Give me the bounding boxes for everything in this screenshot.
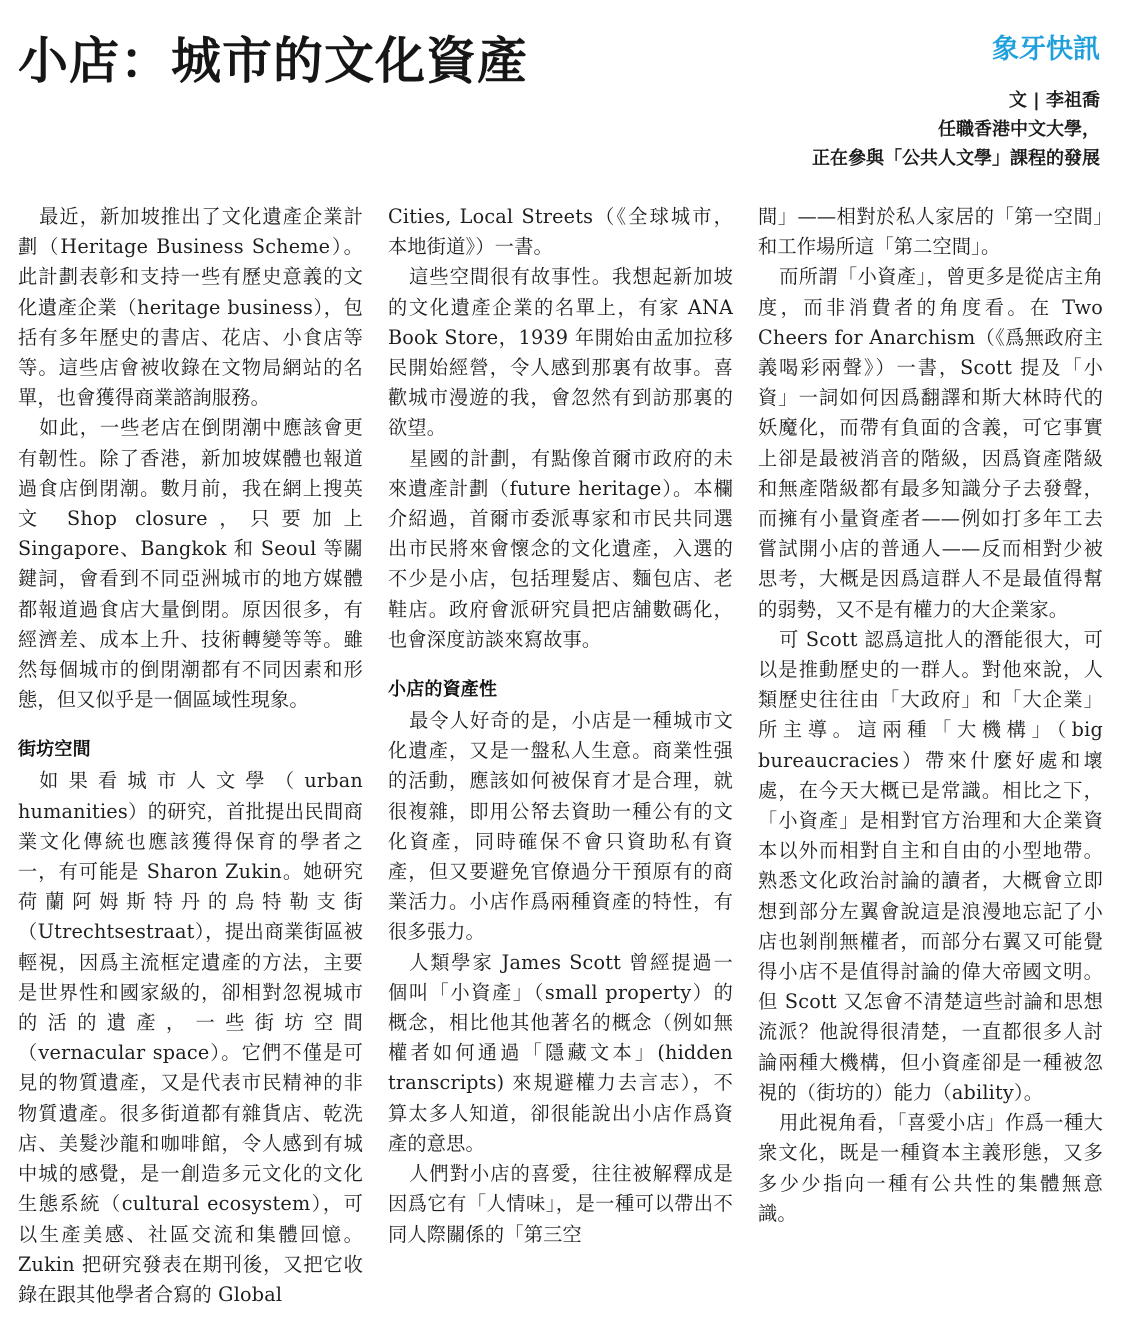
paragraph: 最近，新加坡推出了文化遺產企業計劃（Heritage Business Scheme）。此計劃表彰和支持一些有歷史意義的文化遺產企業（heritage business），包括有多年歷史的書店、花店、小食店等等。這些店會被收錄在文物局網站的名單，也會獲得商業諮詢服務。 <box>18 205 363 410</box>
paragraph: 如果看城市人文學（urban humanities）的研究，首批提出民間商業文化傳統也應該獲得保育的學者之一，有可能是 Sharon Zukin。她研究荷蘭阿姆斯特丹的烏特勒支街（Utrechtsestraat），提出商業街區被輕視，因爲主流框定遺產的方法，主要是世界性和國家級的，卻相對忽視城市的活的遺產，一些街坊空間（vernacular space）。它們不僅是可見的物質遺產，又是代表市民精神的非物質遺產。很多街道都有雜貨店、乾洗店、美髮沙龍和咖啡館，令人感到有城中城的感覺，是一創造多元文化的文化生態系統（cultural ecosystem），可以生產美感、社區交流和集體回憶。Zukin 把研究發表在期刊後，又把它收錄在跟其他學者合寫的 Global <box>18 769 363 1306</box>
paragraph: Cities, Local Streets（《全球城市，本地街道》）一書。 <box>388 205 733 259</box>
article-column-2 <box>388 202 733 1250</box>
article-title: 小店：城市的文化資產 <box>18 32 528 90</box>
paragraph: 如此，一些老店在倒閉潮中應該會更有韌性。除了香港，新加坡媒體也報道過食店倒閉潮。數月前，我在網上搜英文 Shop closure，只要加上 Singapore、Bangkok 和 Seoul 等關鍵詞，會看到不同亞洲城市的地方媒體都報道過食店大量倒閉。原因很多，有經濟差、成本上升、技術轉變等等。雖然每個城市的倒閉潮都有不同因素和形態，但又似乎是一個區域性現象。 <box>18 416 363 712</box>
byline-author: 文 | 李祖喬 <box>1008 90 1100 111</box>
paragraph: 用此視角看，「喜愛小店」作爲一種大衆文化，既是一種資本主義形態，又多多少少指向一種有公共性的集體無意識。 <box>758 1111 1103 1225</box>
column-tag: 象牙快訊 <box>992 34 1100 65</box>
byline-affiliation: 任職香港中文大學， <box>938 119 1100 140</box>
paragraph: 而所謂「小資產」，曾更多是從店主角度，而非消費者的角度看。在 Two Cheers for Anarchism（《爲無政府主義喝彩兩聲》）一書，Scott 提及「小資」一詞如何因爲翻譯和斯大林時代的妖魔化，而帶有負面的含義，可它事實上卻是最被消音的階級，因爲資產階級和無產階級都有最多知識分子去發聲，而擁有小量資產者——例如打多年工去嘗試開小店的普通人——反而相對少被思考，大概是因爲這群人不是最值得幫的弱勢，又不是有權力的大企業家。 <box>758 265 1103 621</box>
paragraph: 最令人好奇的是，小店是一種城市文化遺產，又是一盤私人生意。商業性强的活動，應該如何被保育才是合理，就很複雜，即用公帑去資助一種公有的文化資產，同時確保不會只資助私有資產，但又要避免官僚過分干預原有的商業活力。小店作爲兩種資產的特性，有很多張力。 <box>388 709 733 944</box>
section-heading: 小店的資產性 <box>388 679 498 701</box>
paragraph: 可 Scott 認爲這批人的潛能很大，可以是推動歷史的一群人。對他來說，人類歷史往往由「大政府」和「大企業」所主導。這兩種「大機構」（big bureaucracies）帶來什麼好處和壞處，在今天大概已是常識。相比之下，「小資產」是相對官方治理和大企業資本以外而相對自主和自由的小型地帶。熟悉文化政治討論的讀者，大概會立即想到部分左翼會說這是浪漫地忘記了小店也剝削無權者，而部分右翼又可能覺得小店不是值得討論的偉大帝國文明。但 Scott 又怎會不清楚這些討論和思想流派？他說得很清楚，一直都很多人討論兩種大機構，但小資產卻是一種被忽視的（街坊的）能力（ability）。 <box>758 627 1103 1104</box>
byline <box>812 86 1100 173</box>
paragraph: 人們對小店的喜愛，往往被解釋成是因爲它有「人情味」，是一種可以帶出不同人際關係的「第三空 <box>388 1162 733 1246</box>
paragraph: 星國的計劃，有點像首爾市政府的未來遺產計劃（future heritage）。本欄介紹過，首爾市委派專家和市民共同選出市民將來會懷念的文化遺產，入選的不少是小店，包括理髮店、麵包店、老鞋店。政府會派研究員把店舖數碼化，也會深度訪談來寫故事。 <box>388 446 733 651</box>
article-column-1 <box>18 202 363 1310</box>
paragraph: 人類學家 James Scott 曾經提過一個叫「小資產」（small property）的概念，相比他其他著名的概念（例如無權者如何通過「隱藏文本」(hidden transcripts) 來規避權力去言志），不算太多人知道，卻很能說出小店作爲資產的意思。 <box>388 950 733 1155</box>
section-heading: 街坊空間 <box>18 739 91 761</box>
paragraph: 間」——相對於私人家居的「第一空間」和工作場所這「第二空間」。 <box>758 205 1103 259</box>
byline-role: 正在參與「公共人文學」課程的發展 <box>812 148 1100 169</box>
paragraph: 這些空間很有故事性。我想起新加坡的文化遺產企業的名單上，有家 ANA Book Store，1939 年開始由孟加拉移民開始經營，令人感到那裏有故事。喜歡城市漫遊的我，會忽然有到訪那裏的欲望。 <box>388 265 733 440</box>
article-column-3 <box>758 202 1103 1229</box>
